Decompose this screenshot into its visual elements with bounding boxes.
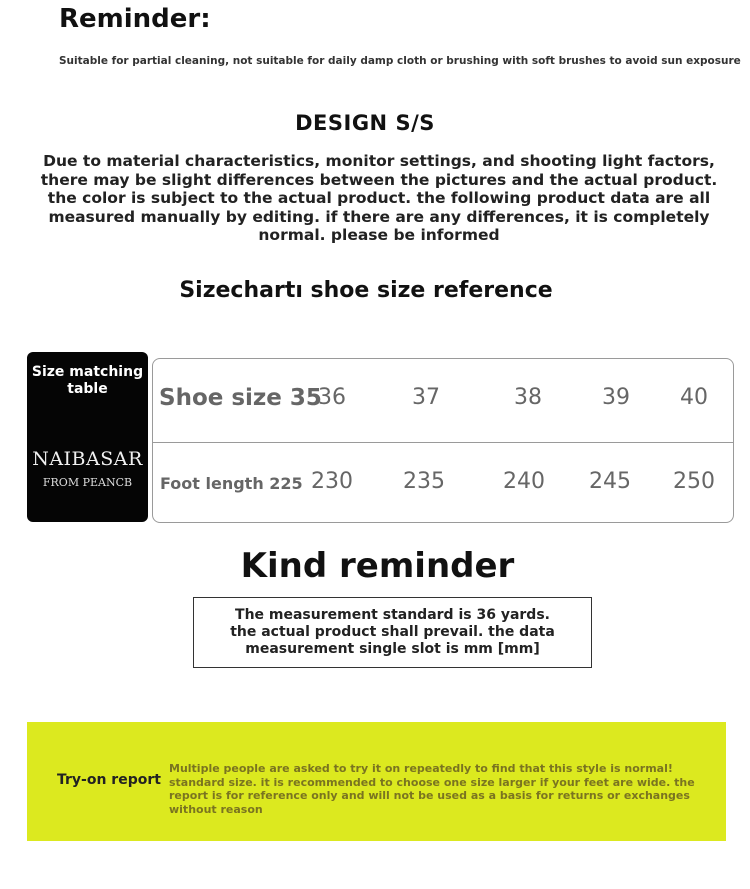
design-title: DESIGN S/S — [295, 111, 435, 135]
brand-subtitle: FROM PEANCB — [42, 476, 133, 489]
foot-length-cell: 230 — [311, 469, 353, 494]
shoe-size-cell: 40 — [680, 385, 708, 410]
brand-name: NAIBASAR — [32, 448, 143, 470]
shoe-size-cell: 38 — [514, 385, 542, 410]
disclaimer-text: Due to material characteristics, monitor settings, and shooting light factors, there may be slight differences between the pictures and the actual product. the color is subject to the actual product. the following product data are all measured manually by editing. if there are any differences, it is completely normal. please be informed — [40, 152, 718, 244]
brand-card — [27, 352, 148, 522]
try-on-text: Multiple people are asked to try it on repeatedly to find that this style is normal! standard size. it is recommended to choose one size larger if your feet are wide. the report is for reference only and will not be used as a basis for returns or exchanges without reason — [169, 762, 695, 816]
kind-reminder-text: The measurement standard is 36 yards. the actual product shall prevail. the data measurement single slot is mm [mm] — [230, 607, 555, 657]
kind-reminder-title: Kind reminder — [240, 546, 515, 586]
size-table — [152, 358, 734, 523]
try-on-report-banner — [27, 722, 726, 841]
shoe-size-cell: 39 — [602, 385, 630, 410]
reminder-heading: Reminder: — [59, 4, 211, 34]
reminder-text: Suitable for partial cleaning, not suitable for daily damp cloth or brushing with soft brushes to avoid sun exposure — [59, 55, 741, 67]
foot-length-cell: 235 — [403, 469, 445, 494]
shoe-size-cell: 36 — [318, 385, 346, 410]
try-on-label: Try-on report — [57, 772, 161, 788]
shoe-size-label: Shoe size 35 — [159, 385, 322, 411]
size-chart-title: Sizechartı shoe size reference — [179, 278, 553, 303]
shoe-size-cell: 37 — [412, 385, 440, 410]
table-divider — [153, 442, 733, 443]
foot-length-label: Foot length 225 — [160, 474, 303, 493]
size-matching-label: Size matching table — [31, 364, 144, 397]
foot-length-cell: 240 — [503, 469, 545, 494]
kind-reminder-box — [193, 597, 592, 668]
foot-length-cell: 250 — [673, 469, 715, 494]
foot-length-cell: 245 — [589, 469, 631, 494]
